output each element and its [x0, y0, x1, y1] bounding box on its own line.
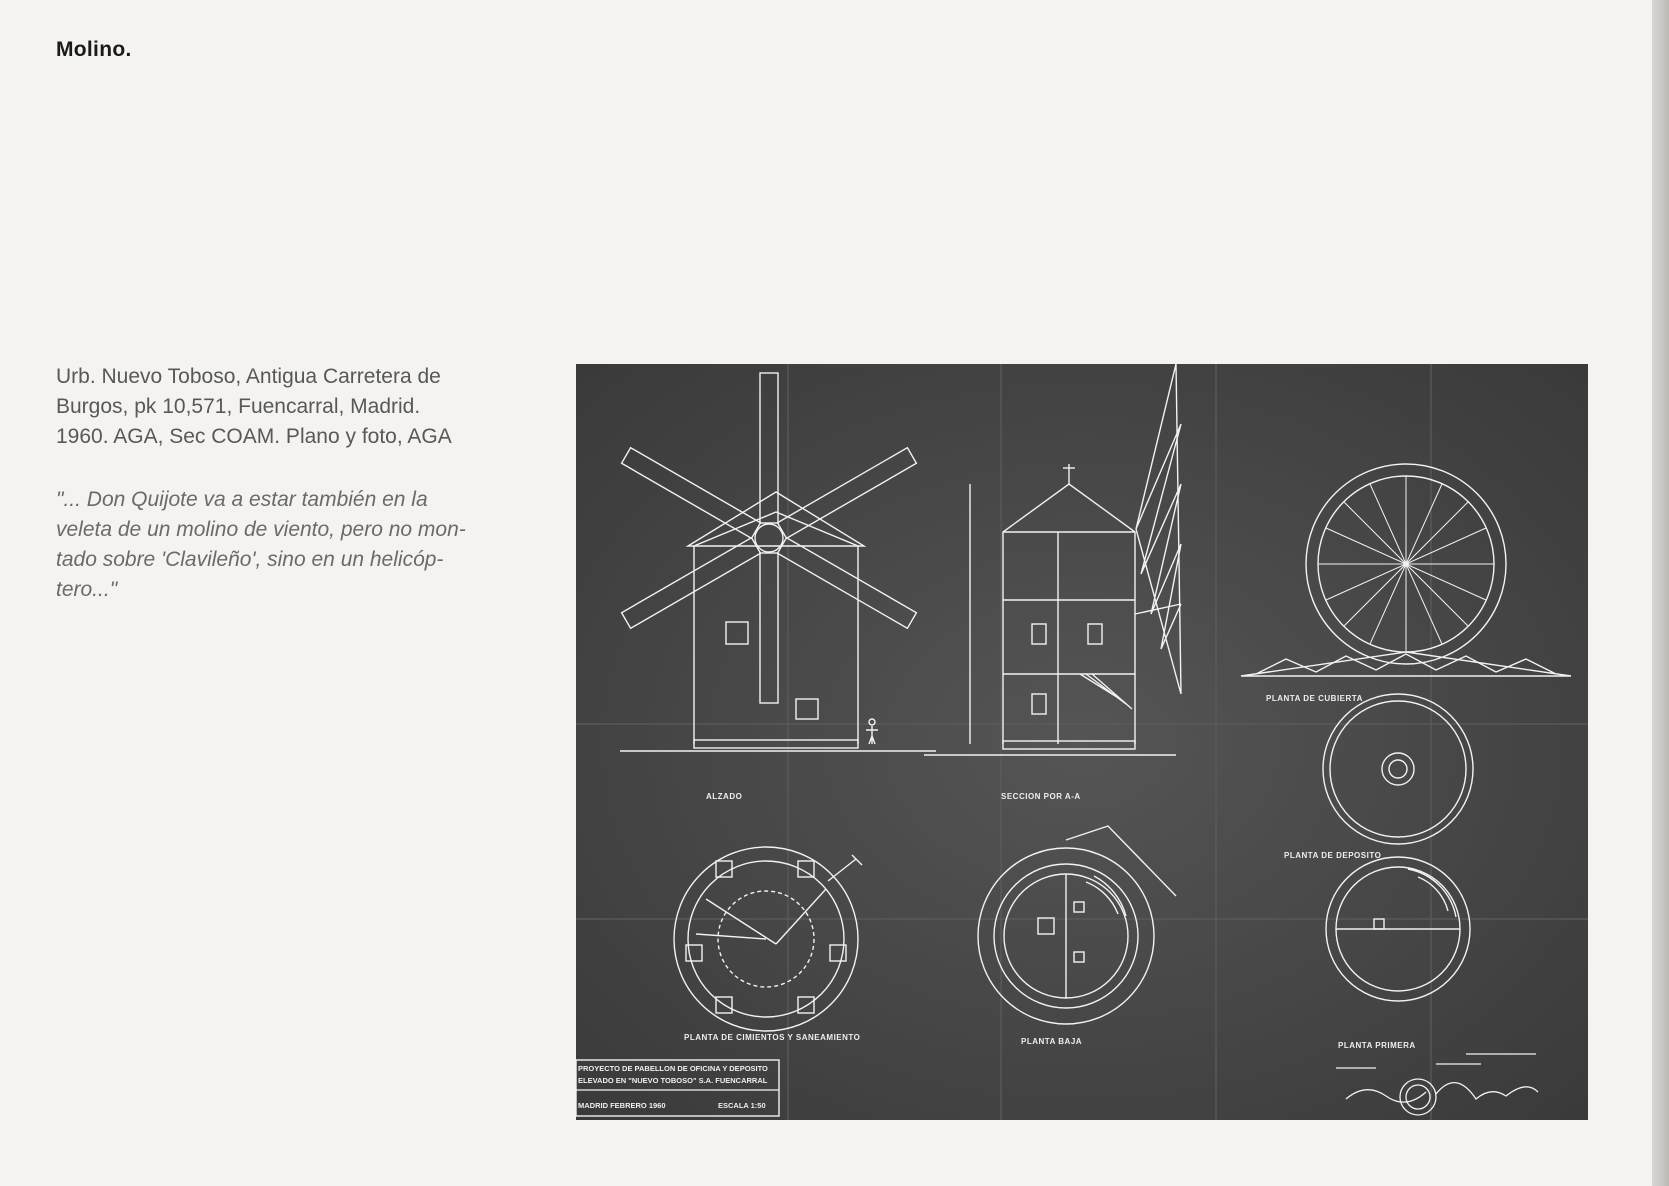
caption-line: Urb. Nuevo Toboso, Antigua Carretera de: [56, 365, 441, 388]
quote-line: "... Don Quijote va a estar también en la: [56, 488, 428, 511]
quote-line: tero...": [56, 578, 118, 601]
label-seccion: SECCION POR A-A: [1001, 792, 1081, 801]
label-planta-primera: PLANTA PRIMERA: [1338, 1041, 1416, 1050]
title-block-line2: ELEVADO EN "NUEVO TOBOSO" S.A. FUENCARRAL: [578, 1076, 768, 1085]
title-block-scale: ESCALA 1:50: [718, 1101, 766, 1110]
label-alzado: ALZADO: [706, 792, 743, 801]
page-edge-shadow: [1652, 0, 1669, 1186]
quote-line: tado sobre 'Clavileño', sino en un helicóp-: [56, 548, 444, 571]
caption-line: Burgos, pk 10,571, Fuencarral, Madrid.: [56, 395, 421, 418]
caption-line: 1960. AGA, Sec COAM. Plano y foto, AGA: [56, 425, 452, 448]
label-planta-deposito: PLANTA DE DEPOSITO: [1284, 851, 1382, 860]
page-title: Molino.: [56, 38, 132, 61]
quote: [56, 485, 556, 605]
caption: [56, 362, 556, 452]
blueprint-svg: [576, 364, 1588, 1120]
label-planta-baja: PLANTA BAJA: [1021, 1037, 1083, 1046]
title-block-line1: PROYECTO DE PABELLON DE OFICINA Y DEPOSITO: [578, 1064, 768, 1073]
title-block-date: MADRID FEBRERO 1960: [578, 1101, 666, 1110]
label-planta-cimientos: PLANTA DE CIMIENTOS Y SANEAMIENTO: [684, 1033, 861, 1042]
label-planta-cubierta: PLANTA DE CUBIERTA: [1266, 694, 1363, 703]
blueprint-drawing: [576, 364, 1588, 1120]
quote-line: veleta de un molino de viento, pero no mon-: [56, 518, 466, 541]
